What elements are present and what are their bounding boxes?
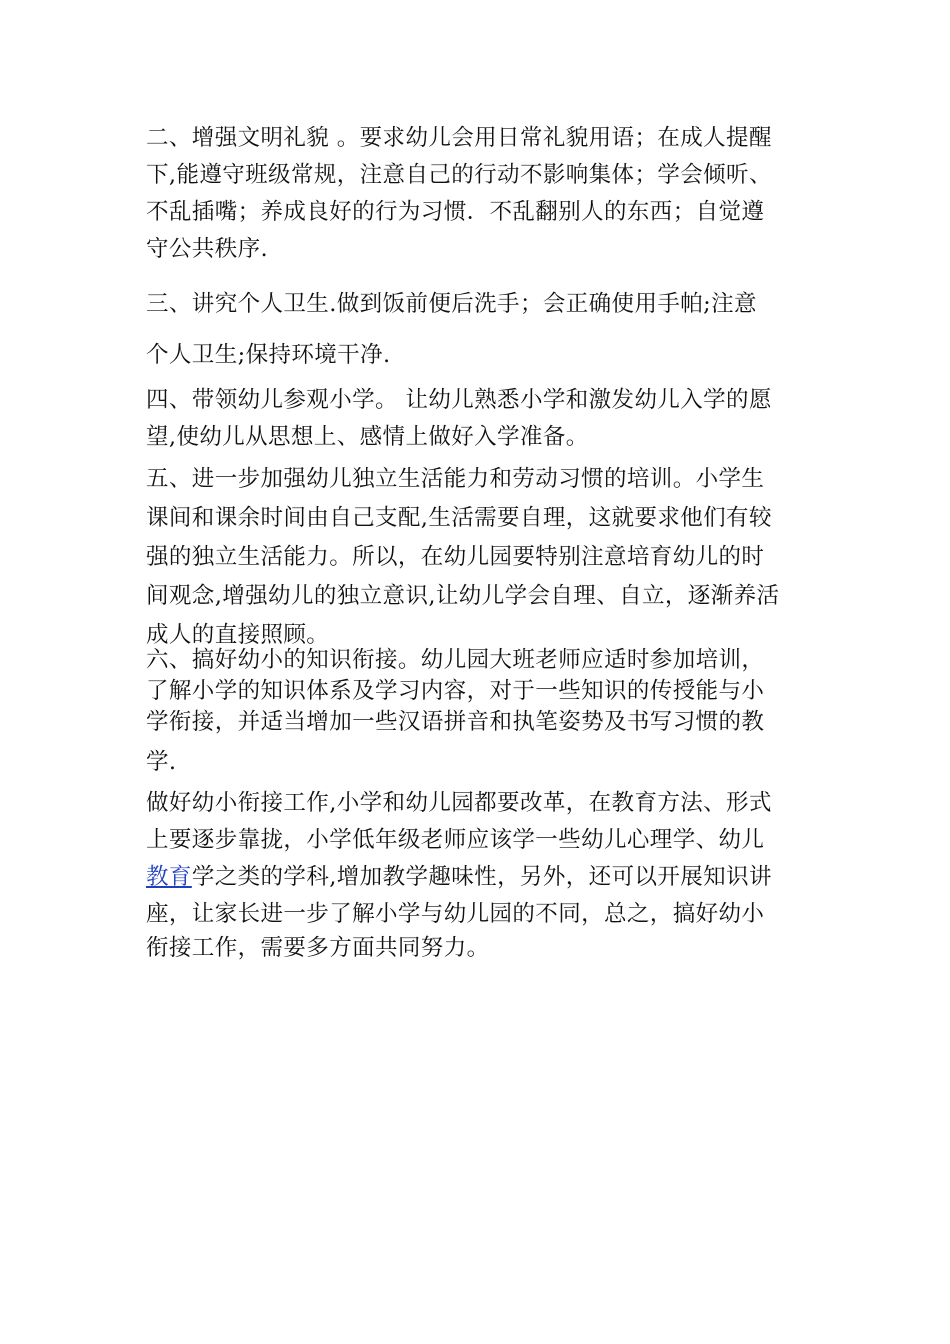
text-line: 下,能遵守班级常规，注意自己的行动不影响集体；学会倾听、: [146, 162, 772, 188]
text-line: 三、讲究个人卫生.做到饭前便后洗手；会正确使用手帕;注意: [146, 291, 757, 317]
text-line: 个人卫生;保持环境干净.: [146, 342, 391, 368]
text-line: 二、增强文明礼貌 。要求幼儿会用日常礼貌用语；在成人提醒: [146, 125, 772, 151]
paragraph-knowledge-link: [146, 645, 806, 784]
text-line: 课间和课余时间由自己支配,生活需要自理，这就要求他们有较: [146, 505, 772, 531]
text-line: 望,使幼儿从思想上、感情上做好入学准备。: [146, 424, 589, 450]
education-link[interactable]: 教育: [146, 864, 192, 890]
text-line: 衔接工作，需要多方面共同努力。: [146, 935, 490, 961]
text-line: 间观念,增强幼儿的独立意识,让幼儿学会自理、自立，逐渐养活: [146, 583, 780, 609]
text-line: 成人的直接照顾。: [146, 622, 330, 648]
text-line: 守公共秩序.: [146, 236, 269, 262]
text-line: 上要逐步靠拢，小学低年级老师应该学一些幼儿心理学、幼儿: [146, 827, 765, 853]
text-line: [146, 859, 806, 896]
text-line: 不乱插嘴；养成良好的行为习惯．不乱翻别人的东西；自觉遵: [146, 199, 765, 225]
paragraph-hygiene-continued: [146, 337, 806, 374]
text-line: 五、进一步加强幼儿独立生活能力和劳动习惯的培训。小学生: [146, 466, 765, 492]
text-line: 六、搞好幼小的知识衔接。幼儿园大班老师应适时参加培训，: [146, 647, 765, 673]
text-segment: 学之类的学科,增加教学趣味性，另外，还可以开展知识讲: [191, 864, 772, 890]
text-line: 学衔接，并适当增加一些汉语拼音和执笔姿势及书写习惯的教: [146, 709, 765, 735]
text-line: 做好幼小衔接工作,小学和幼儿园都要改革，在教育方法、形式: [146, 790, 772, 816]
paragraph-courtesy: [146, 120, 806, 268]
paragraph-school-visit: [146, 382, 806, 456]
paragraph-conclusion: [146, 785, 806, 964]
text-line: 了解小学的知识体系及学习内容，对于一些知识的传授能与小: [146, 678, 765, 704]
paragraph-independence: [146, 460, 806, 655]
text-line: 座，让家长进一步了解小学与幼儿园的不同，总之，搞好幼小: [146, 901, 765, 927]
text-line: 强的独立生活能力。所以，在幼儿园要特别注意培育幼儿的时: [146, 544, 765, 570]
text-line: 学.: [146, 749, 177, 775]
paragraph-hygiene: [146, 286, 806, 323]
text-line: 四、带领幼儿参观小学。 让幼儿熟悉小学和激发幼儿入学的愿: [146, 387, 772, 413]
